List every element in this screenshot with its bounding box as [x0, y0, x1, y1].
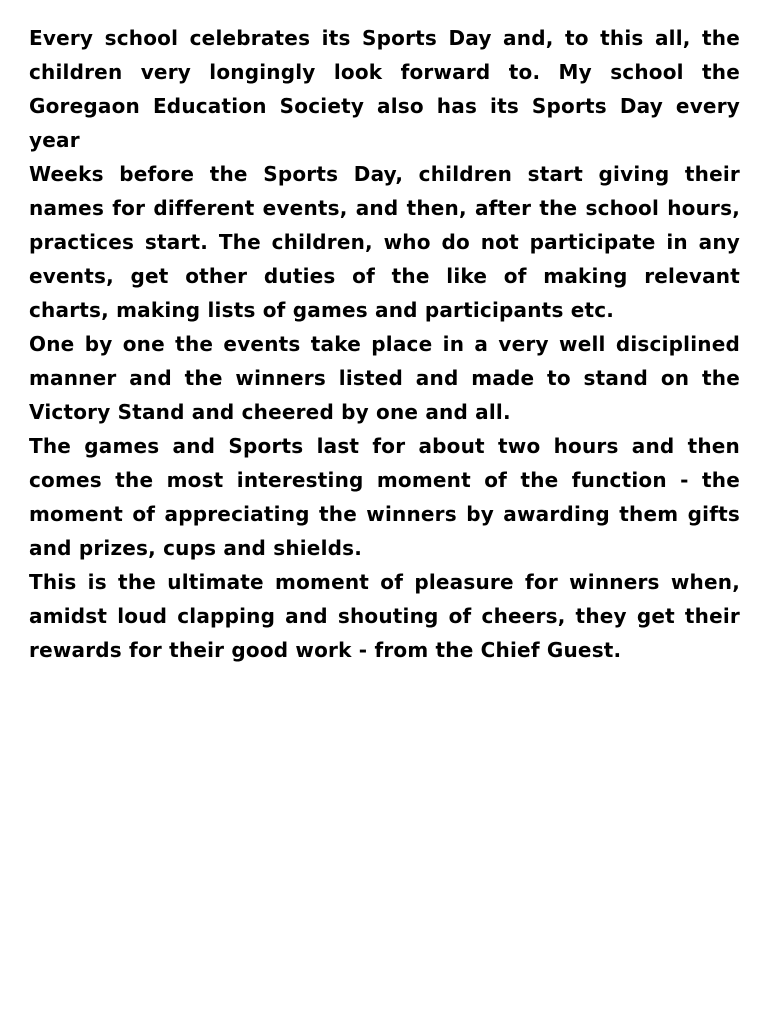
paragraph-2: Weeks before the Sports Day, children start giving their names for different events, and then, after the school hours, practices start. The children, who do not participate in any events, get other duties of the like of making relevant charts, making lists of games and participants etc. — [29, 162, 740, 322]
paragraph-5: This is the ultimate moment of pleasure for winners when, amidst loud clapping and shouting of cheers, they get their rewards for their good work - from the Chief Guest. — [29, 570, 740, 662]
paragraph-1: Every school celebrates its Sports Day and, to this all, the children very longingly look forward to. My school the Goregaon Education Society also has its Sports Day every year — [29, 26, 740, 152]
document-body — [29, 21, 740, 667]
paragraph-4: The games and Sports last for about two hours and then comes the most interesting moment of the function - the moment of appreciating the winners by awarding them gifts and prizes, cups and shields. — [29, 434, 740, 560]
paragraph-3: One by one the events take place in a very well disciplined manner and the winners listed and made to stand on the Victory Stand and cheered by one and all. — [29, 332, 740, 424]
